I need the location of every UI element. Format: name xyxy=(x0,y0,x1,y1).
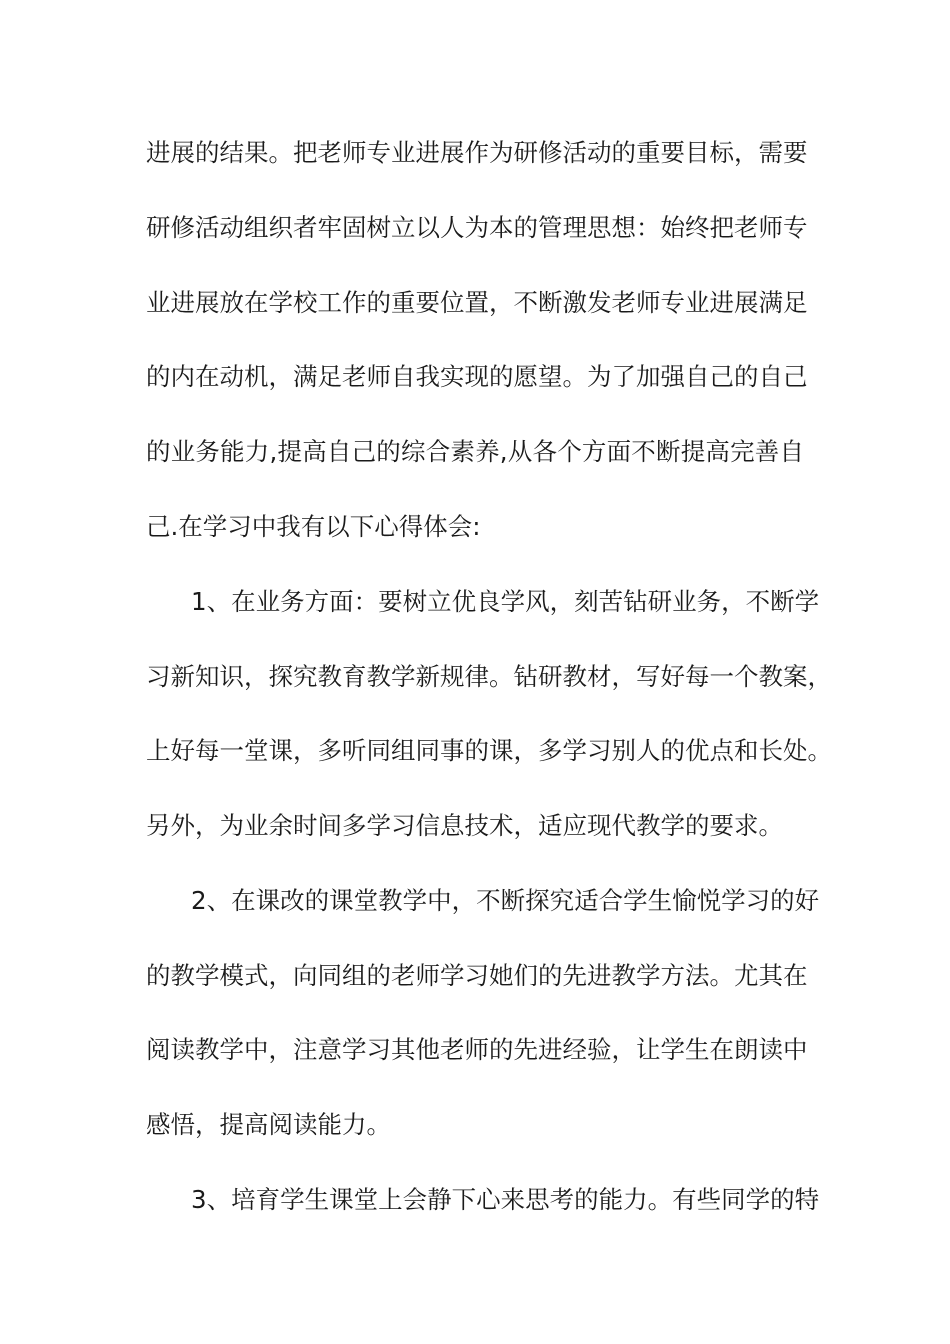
line-text: 阅读教学中，注意学习其他老师的先进经验，让学生在朗读中 xyxy=(146,1035,808,1064)
line-text: 另外，为业余时间多学习信息技术，适应现代教学的要求。 xyxy=(146,811,783,840)
text-line xyxy=(0,961,950,991)
text-line xyxy=(0,1110,950,1140)
line-text: 的教学模式，向同组的老师学习她们的先进教学方法。尤其在 xyxy=(146,961,808,990)
text-line xyxy=(0,736,950,766)
paragraph-start-line xyxy=(0,587,950,617)
line-text: 2、在课改的课堂教学中，不断探究适合学生愉悦学习的好 xyxy=(191,886,820,915)
line-text: 3、培育学生课堂上会静下心来思考的能力。有些同学的特 xyxy=(191,1185,820,1214)
line-text: 的业务能力,提高自己的综合素养,从各个方面不断提高完善自 xyxy=(146,437,804,466)
paragraph-start-line xyxy=(0,1185,950,1215)
text-line xyxy=(0,213,950,243)
text-line xyxy=(0,138,950,168)
line-text: 1、在业务方面：要树立优良学风，刻苦钻研业务，不断学 xyxy=(191,587,820,616)
line-text: 研修活动组织者牢固树立以人为本的管理思想：始终把老师专 xyxy=(146,213,808,242)
line-text: 的内在动机，满足老师自我实现的愿望。为了加强自己的自己 xyxy=(146,362,808,391)
text-line xyxy=(0,288,950,318)
line-text: 己.在学习中我有以下心得体会: xyxy=(146,512,481,541)
line-text: 习新知识，探究教育教学新规律。钻研教材，写好每一个教案， xyxy=(146,662,832,691)
text-line xyxy=(0,437,950,467)
text-line xyxy=(0,362,950,392)
line-text: 业进展放在学校工作的重要位置，不断激发老师专业进展满足 xyxy=(146,288,808,317)
line-text: 感悟，提高阅读能力。 xyxy=(146,1110,391,1139)
text-line xyxy=(0,662,950,692)
line-text: 上好每一堂课，多听同组同事的课，多学习别人的优点和长处。 xyxy=(146,736,832,765)
text-line xyxy=(0,1035,950,1065)
text-line xyxy=(0,811,950,841)
paragraph-start-line xyxy=(0,886,950,916)
line-text: 进展的结果。把老师专业进展作为研修活动的重要目标，需要 xyxy=(146,138,808,167)
text-line xyxy=(0,512,950,542)
